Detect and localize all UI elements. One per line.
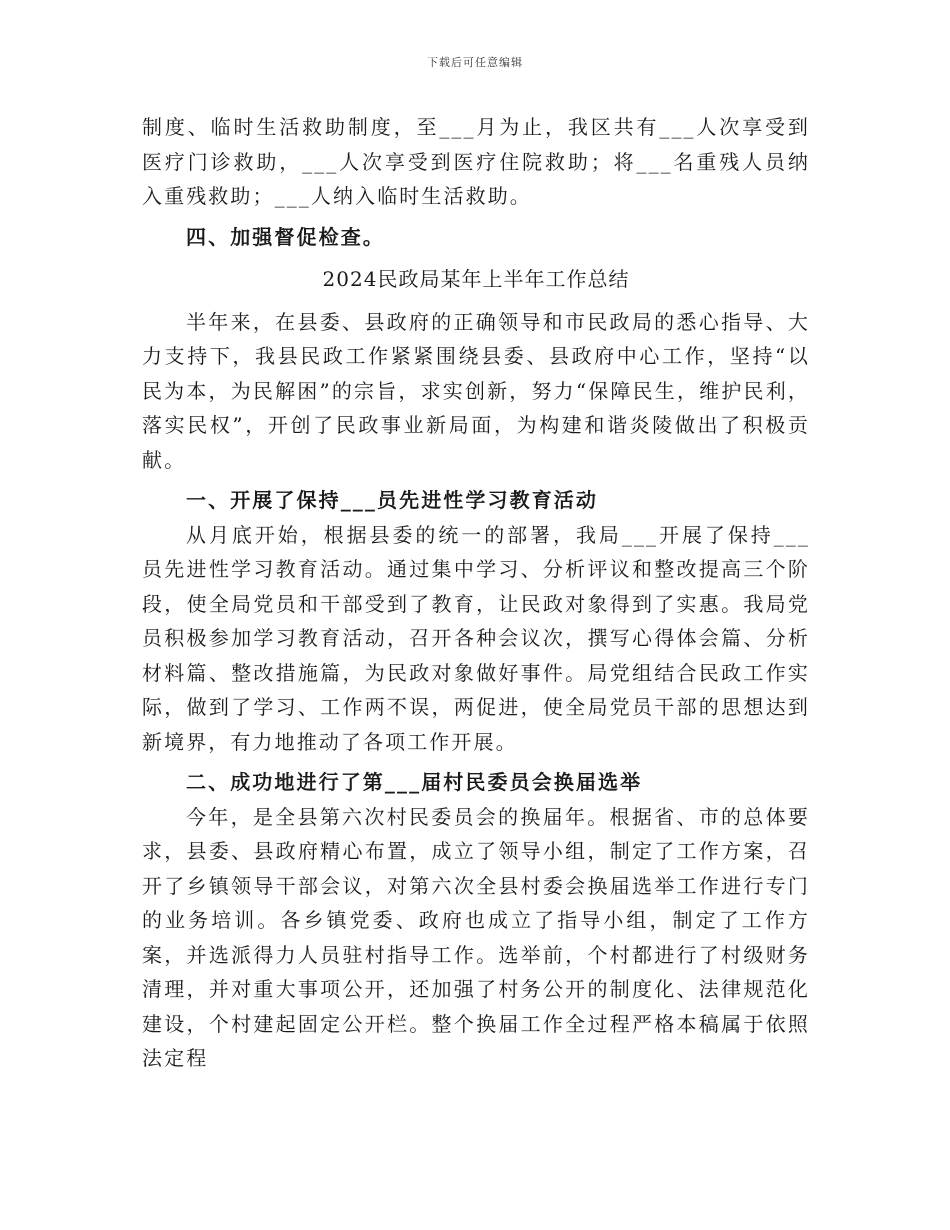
document-title: 2024民政局某年上半年工作总结	[322, 267, 630, 291]
paragraph-election: 今年，是全县第六次村民委员会的换届年。根据省、市的总体要求，县委、县政府精心布置，成立了领导小组，制定了工作方案，召开了乡镇领导干部会议，对第六次全县村委会换届选举工作进行专门的业务培训。各乡镇党委、政府也成立了指导小组，制定了工作方案，并选派得力人员驻村指导工作。选举前，个村都进行了村级财务清理，并对重大事项公开，还加强了村务公开的制度化、法律规范化建设，个村建起固定公开栏。整个换届工作全过程严格本稿属于依照法定程	[142, 804, 810, 1070]
section-heading-election: 二、成功地进行了第___届村民委员会换届选举	[186, 770, 643, 794]
paragraph-intro: 半年来，在县委、县政府的正确领导和市民政局的悉心指导、大力支持下，我县民政工作紧紧围绕县委、县政府中心工作，坚持“以民为本，为民解困”的宗旨，求实创新，努力“保障民生，维护民利，落实民权”，开创了民政事业新局面，为构建和谐炎陵做出了积极贡献。	[142, 309, 810, 472]
page-header: 下载后可任意编辑	[427, 56, 523, 69]
section-heading-education: 一、开展了保持___员先进性学习教育活动	[186, 488, 598, 512]
paragraph-education: 从月底开始，根据县委的统一的部署，我局___开展了保持___员先进性学习教育活动。通过集中学习、分析评议和整改提高三个阶段，使全局党员和干部受到了教育，让民政对象得到了实惠。我局党员积极参加学习教育活动，召开各种会议次，撰写心得体会篇、分析材料篇、整改措施篇，为民政对象做好事件。局党组结合民政工作实际，做到了学习、工作两不误，两促进，使全局党员干部的思想达到新境界，有力地推动了各项工作开展。	[142, 522, 810, 754]
paragraph-relief-stats: 制度、临时生活救助制度，至___月为止，我区共有___人次享受到医疗门诊救助，___人次享受到医疗住院救助；将___名重残人员纳入重残救助；___人纳入临时生活救助。	[142, 115, 810, 208]
section-heading-supervision: 四、加强督促检查。	[186, 224, 385, 249]
document-body	[142, 110, 810, 1076]
